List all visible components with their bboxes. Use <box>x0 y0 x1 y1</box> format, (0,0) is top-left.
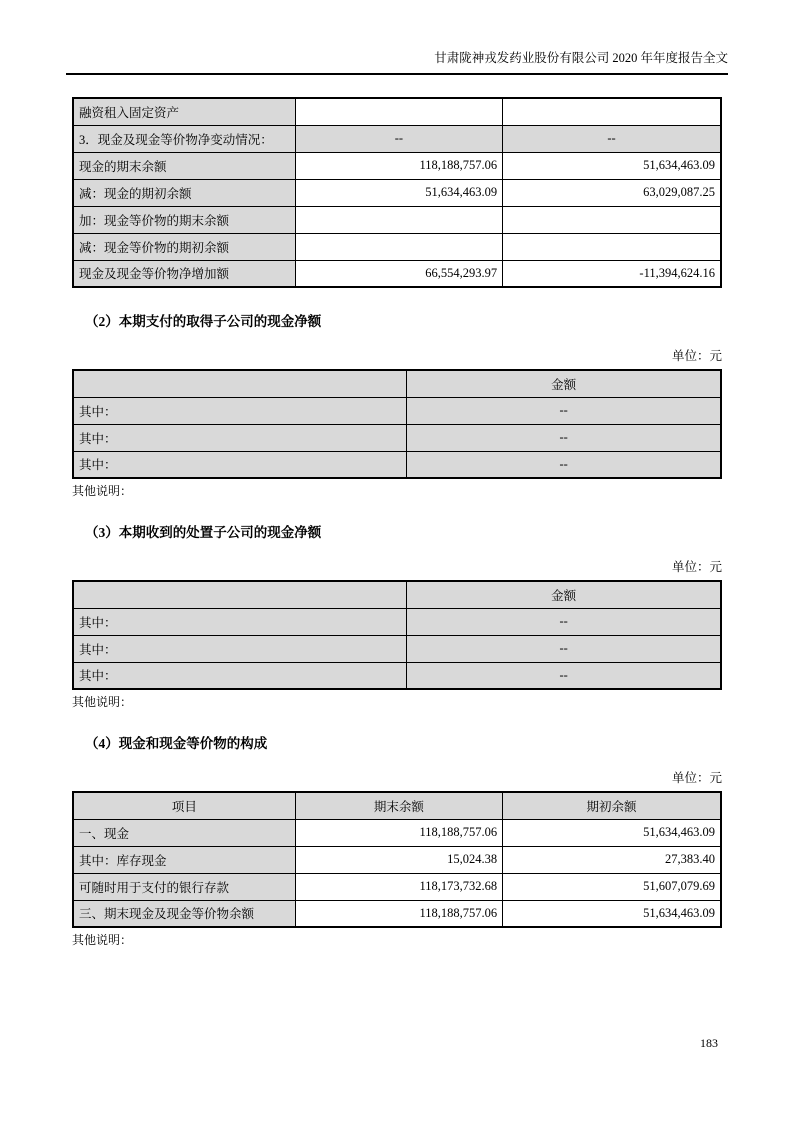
table-row <box>73 98 721 125</box>
row-value-current <box>295 98 502 125</box>
header-item-cell: 项目 <box>73 792 295 819</box>
cash-composition-table <box>72 791 722 928</box>
subsidiary-disposed-cash-table <box>72 580 722 690</box>
row-label: 一、现金 <box>73 819 295 846</box>
other-notes-label: 其他说明： <box>72 933 133 947</box>
row-value-prior: 27,383.40 <box>503 846 721 873</box>
row-label: 其中： <box>73 608 407 635</box>
row-value-current <box>295 206 502 233</box>
section-2 <box>72 313 722 499</box>
row-value-current: 51,634,463.09 <box>295 179 502 206</box>
row-label: 减：现金的期初余额 <box>73 179 295 206</box>
row-label: 其中： <box>73 451 407 478</box>
section-3-heading: （3）本期收到的处置子公司的现金净额 <box>85 525 322 540</box>
row-label: 其中： <box>73 635 407 662</box>
header-opening-balance-cell: 期初余额 <box>503 792 721 819</box>
section-3 <box>72 524 722 710</box>
row-value: -- <box>407 608 721 635</box>
row-label: 加：现金等价物的期末余额 <box>73 206 295 233</box>
row-value: -- <box>407 397 721 424</box>
table-header-row <box>73 581 721 608</box>
row-value-current: 66,554,293.97 <box>295 260 502 287</box>
row-label: 其中： <box>73 424 407 451</box>
table-row <box>73 873 721 900</box>
row-value-prior <box>503 233 721 260</box>
row-value-current: 118,188,757.06 <box>295 900 502 927</box>
row-label: 其中： <box>73 662 407 689</box>
table-row <box>73 819 721 846</box>
table-header-row <box>73 370 721 397</box>
other-notes-label: 其他说明： <box>72 695 133 709</box>
unit-label: 单位：元 <box>671 349 722 363</box>
unit-label: 单位：元 <box>671 560 722 574</box>
row-value-current: 15,024.38 <box>295 846 502 873</box>
row-label: 可随时用于支付的银行存款 <box>73 873 295 900</box>
row-value-current: 118,188,757.06 <box>295 152 502 179</box>
row-value-prior: 63,029,087.25 <box>503 179 721 206</box>
row-value: -- <box>407 635 721 662</box>
row-value-prior <box>503 98 721 125</box>
row-value: -- <box>407 662 721 689</box>
page-number: 183 <box>700 1036 718 1050</box>
table-row <box>73 662 721 689</box>
section-4 <box>72 735 722 948</box>
row-value-current: 118,173,732.68 <box>295 873 502 900</box>
row-value-current <box>295 233 502 260</box>
row-value-current: -- <box>295 125 502 152</box>
table-row <box>73 424 721 451</box>
row-value-prior: 51,634,463.09 <box>503 152 721 179</box>
page-header <box>66 50 728 75</box>
row-value-prior: -- <box>503 125 721 152</box>
header-amount-cell: 金额 <box>407 581 721 608</box>
table-row <box>73 635 721 662</box>
header-amount-cell: 金额 <box>407 370 721 397</box>
table-row <box>73 152 721 179</box>
row-label: 现金及现金等价物净增加额 <box>73 260 295 287</box>
row-label: 三、期末现金及现金等价物余额 <box>73 900 295 927</box>
row-value: -- <box>407 424 721 451</box>
row-value-prior: 51,634,463.09 <box>503 900 721 927</box>
header-closing-balance-cell: 期末余额 <box>295 792 502 819</box>
row-value-prior: 51,607,079.69 <box>503 873 721 900</box>
table-row <box>73 179 721 206</box>
report-title: 甘肃陇神戎发药业股份有限公司 2020 年年度报告全文 <box>434 51 728 65</box>
row-label: 减：现金等价物的期初余额 <box>73 233 295 260</box>
header-empty-cell <box>73 370 407 397</box>
unit-label: 单位：元 <box>671 771 722 785</box>
table-header-row <box>73 792 721 819</box>
row-label: 其中：库存现金 <box>73 846 295 873</box>
other-notes-label: 其他说明： <box>72 484 133 498</box>
row-value: -- <box>407 451 721 478</box>
row-value-prior: 51,634,463.09 <box>503 819 721 846</box>
table-row <box>73 206 721 233</box>
table-row <box>73 451 721 478</box>
table-row <box>73 125 721 152</box>
row-value-current: 118,188,757.06 <box>295 819 502 846</box>
subsidiary-acquired-cash-table <box>72 369 722 479</box>
table-row <box>73 846 721 873</box>
table-row <box>73 608 721 635</box>
row-label: 融资租入固定资产 <box>73 98 295 125</box>
table-row <box>73 397 721 424</box>
header-empty-cell <box>73 581 407 608</box>
section-4-heading: （4）现金和现金等价物的构成 <box>85 736 268 751</box>
row-value-prior <box>503 206 721 233</box>
row-label: 现金的期末余额 <box>73 152 295 179</box>
section-2-heading: （2）本期支付的取得子公司的现金净额 <box>85 314 322 329</box>
table-row <box>73 233 721 260</box>
row-label: 3．现金及现金等价物净变动情况： <box>73 125 295 152</box>
table-row <box>73 260 721 287</box>
row-value-prior: -11,394,624.16 <box>503 260 721 287</box>
cash-change-table <box>72 97 722 288</box>
row-label: 其中： <box>73 397 407 424</box>
table-row <box>73 900 721 927</box>
